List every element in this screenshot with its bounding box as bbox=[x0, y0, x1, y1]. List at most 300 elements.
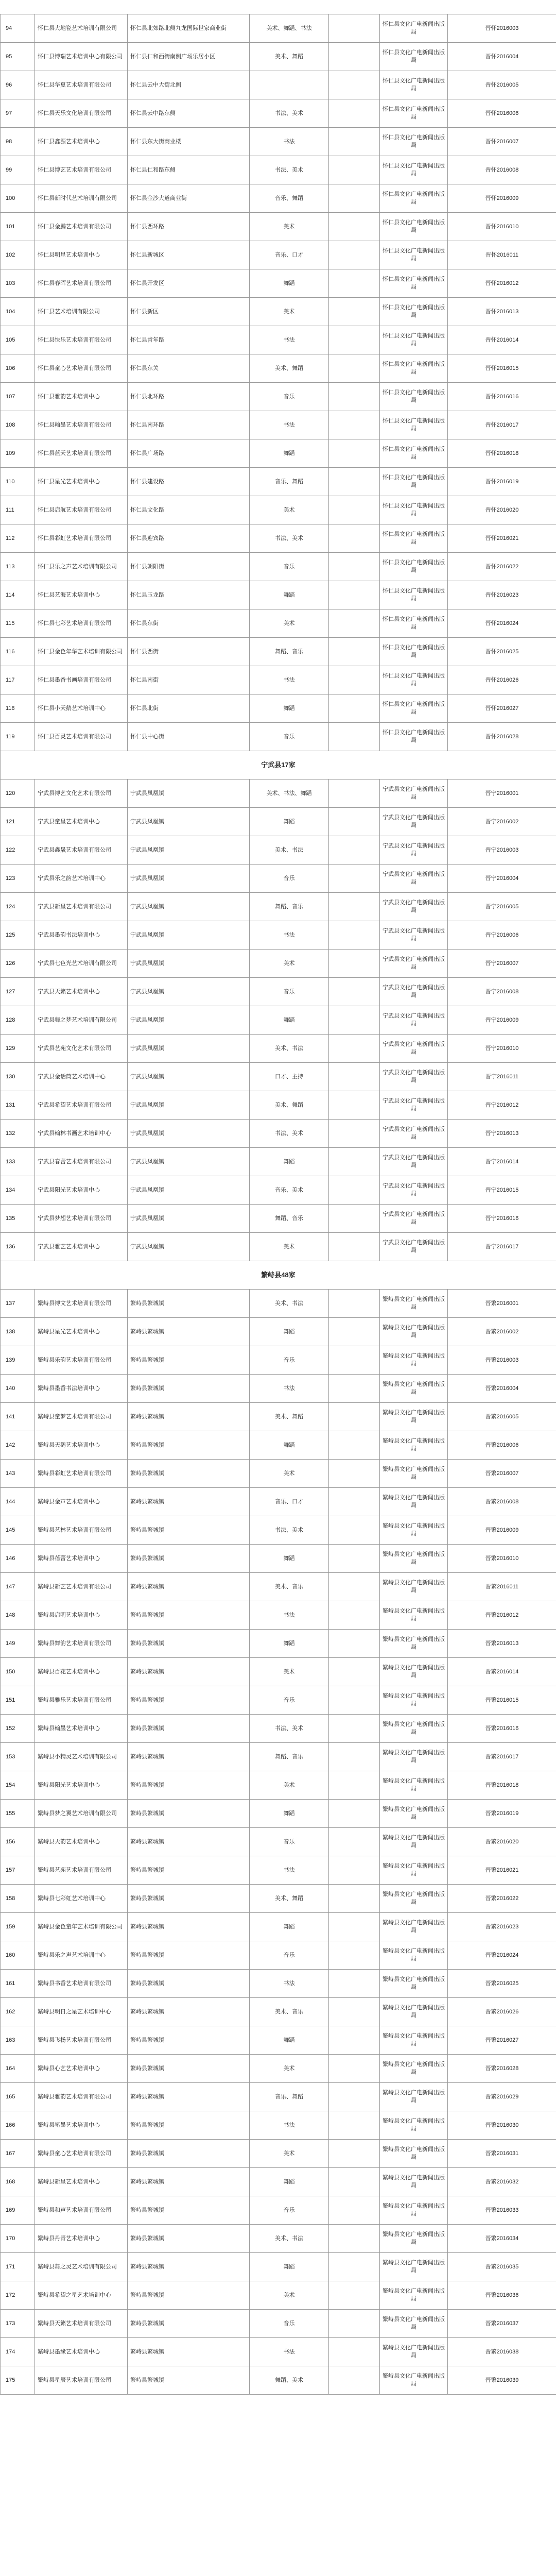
row-number-cell: 96 bbox=[1, 71, 35, 99]
issuing-dept-cell: 宁武县文化广电新闻出版局 bbox=[380, 1205, 448, 1233]
issuing-dept-cell: 宁武县文化广电新闻出版局 bbox=[380, 893, 448, 921]
row-number-cell: 109 bbox=[1, 439, 35, 468]
address-cell: 怀仁县朝阳街 bbox=[128, 553, 250, 581]
blank-cell bbox=[329, 184, 380, 213]
issuing-dept-cell: 繁峙县文化广电新闻出版局 bbox=[380, 2111, 448, 2140]
training-type-cell: 美术 bbox=[250, 950, 329, 978]
blank-cell bbox=[329, 1176, 380, 1205]
training-type-cell: 舞蹈 bbox=[250, 1006, 329, 1035]
row-number-cell: 100 bbox=[1, 184, 35, 213]
row-number-cell: 125 bbox=[1, 921, 35, 950]
issuing-dept-cell: 繁峙县文化广电新闻出版局 bbox=[380, 1885, 448, 1913]
address-cell: 怀仁县东大街商业楼 bbox=[128, 128, 250, 156]
blank-cell bbox=[329, 1545, 380, 1573]
table-row bbox=[1, 1205, 556, 1233]
row-number-cell: 110 bbox=[1, 468, 35, 496]
license-code-cell: 晋繁2016024 bbox=[448, 1941, 556, 1970]
row-number-cell: 157 bbox=[1, 1856, 35, 1885]
training-type-cell: 音乐、口才 bbox=[250, 241, 329, 269]
row-number-cell: 151 bbox=[1, 1686, 35, 1715]
blank-cell bbox=[329, 1970, 380, 1998]
org-name-cell: 繁峙县舞之灵艺术培训有限公司 bbox=[35, 2253, 128, 2281]
issuing-dept-cell: 繁峙县文化广电新闻出版局 bbox=[380, 1856, 448, 1885]
row-number-cell: 112 bbox=[1, 524, 35, 553]
row-number-cell: 123 bbox=[1, 865, 35, 893]
org-name-cell: 宁武县雅艺艺术培训中心 bbox=[35, 1233, 128, 1261]
address-cell: 繁峙县繁城镇 bbox=[128, 2140, 250, 2168]
table-row bbox=[1, 468, 556, 496]
row-number-cell: 129 bbox=[1, 1035, 35, 1063]
blank-cell bbox=[329, 2253, 380, 2281]
org-name-cell: 怀仁县翰墨艺术培训有限公司 bbox=[35, 411, 128, 439]
row-number-cell: 116 bbox=[1, 638, 35, 666]
org-name-cell: 繁峙县笔墨艺术培训中心 bbox=[35, 2111, 128, 2140]
issuing-dept-cell: 繁峙县文化广电新闻出版局 bbox=[380, 1743, 448, 1771]
blank-cell bbox=[329, 1686, 380, 1715]
table-row bbox=[1, 213, 556, 241]
table-row bbox=[1, 1120, 556, 1148]
address-cell: 繁峙县繁城镇 bbox=[128, 1573, 250, 1601]
issuing-dept-cell: 繁峙县文化广电新闻出版局 bbox=[380, 1375, 448, 1403]
org-name-cell: 宁武县鑫晟艺术培训有限公司 bbox=[35, 836, 128, 865]
blank-cell bbox=[329, 1516, 380, 1545]
blank-cell bbox=[329, 1771, 380, 1800]
blank-cell bbox=[329, 1998, 380, 2026]
row-number-cell: 111 bbox=[1, 496, 35, 524]
table-row bbox=[1, 1743, 556, 1771]
blank-cell bbox=[329, 1091, 380, 1120]
table-row bbox=[1, 1941, 556, 1970]
row-number-cell: 160 bbox=[1, 1941, 35, 1970]
issuing-dept-cell: 繁峙县文化广电新闻出版局 bbox=[380, 2196, 448, 2225]
address-cell: 怀仁县东关 bbox=[128, 354, 250, 383]
training-type-cell: 舞蹈 bbox=[250, 1800, 329, 1828]
license-code-cell: 晋怀2016007 bbox=[448, 128, 556, 156]
license-code-cell: 晋繁2016015 bbox=[448, 1686, 556, 1715]
address-cell: 宁武县凤凰镇 bbox=[128, 893, 250, 921]
org-name-cell: 繁峙县舞韵艺术培训有限公司 bbox=[35, 1630, 128, 1658]
license-code-cell: 晋繁2016004 bbox=[448, 1375, 556, 1403]
blank-cell bbox=[329, 978, 380, 1006]
blank-cell bbox=[329, 1148, 380, 1176]
address-cell: 怀仁县仁和西街南侧广场乐居小区 bbox=[128, 43, 250, 71]
training-type-cell: 音乐、舞蹈 bbox=[250, 2083, 329, 2111]
table-row bbox=[1, 14, 556, 43]
org-name-cell: 宁武县艺苑文化艺术有限公司 bbox=[35, 1035, 128, 1063]
issuing-dept-cell: 繁峙县文化广电新闻出版局 bbox=[380, 1431, 448, 1460]
table-row bbox=[1, 1913, 556, 1941]
issuing-dept-cell: 怀仁县文化广电新闻出版局 bbox=[380, 241, 448, 269]
license-code-cell: 晋怀2016019 bbox=[448, 468, 556, 496]
org-name-cell: 怀仁县百灵艺术培训有限公司 bbox=[35, 723, 128, 751]
blank-cell bbox=[329, 298, 380, 326]
row-number-cell: 172 bbox=[1, 2281, 35, 2310]
table-row bbox=[1, 326, 556, 354]
org-name-cell: 怀仁县七彩艺术培训有限公司 bbox=[35, 609, 128, 638]
table-row bbox=[1, 1573, 556, 1601]
address-cell: 怀仁县新城区 bbox=[128, 241, 250, 269]
org-name-cell: 繁峙县天鹅艺术培训中心 bbox=[35, 1431, 128, 1460]
row-number-cell: 127 bbox=[1, 978, 35, 1006]
training-type-cell: 美术、舞蹈 bbox=[250, 1403, 329, 1431]
issuing-dept-cell: 繁峙县文化广电新闻出版局 bbox=[380, 1545, 448, 1573]
license-code-cell: 晋宁2016004 bbox=[448, 865, 556, 893]
license-code-cell: 晋怀2016027 bbox=[448, 694, 556, 723]
blank-cell bbox=[329, 694, 380, 723]
table-row bbox=[1, 1885, 556, 1913]
blank-cell bbox=[329, 1601, 380, 1630]
training-type-cell: 舞蹈、音乐 bbox=[250, 638, 329, 666]
row-number-cell: 158 bbox=[1, 1885, 35, 1913]
training-type-cell: 书法 bbox=[250, 666, 329, 694]
org-name-cell: 繁峙县艺苑艺术培训有限公司 bbox=[35, 1856, 128, 1885]
org-name-cell: 繁峙县丹青艺术培训中心 bbox=[35, 2225, 128, 2253]
address-cell: 繁峙县繁城镇 bbox=[128, 1290, 250, 1318]
row-number-cell: 121 bbox=[1, 808, 35, 836]
training-type-cell: 美术 bbox=[250, 2140, 329, 2168]
org-name-cell: 繁峙县飞扬艺术培训有限公司 bbox=[35, 2026, 128, 2055]
org-name-cell: 繁峙县阳光艺术培训中心 bbox=[35, 1771, 128, 1800]
org-name-cell: 怀仁县星光艺术培训中心 bbox=[35, 468, 128, 496]
row-number-cell: 161 bbox=[1, 1970, 35, 1998]
table-row bbox=[1, 411, 556, 439]
org-name-cell: 宁武县舞之梦艺术培训有限公司 bbox=[35, 1006, 128, 1035]
address-cell: 繁峙县繁城镇 bbox=[128, 2196, 250, 2225]
training-type-cell: 舞蹈 bbox=[250, 1318, 329, 1346]
row-number-cell: 99 bbox=[1, 156, 35, 184]
issuing-dept-cell: 繁峙县文化广电新闻出版局 bbox=[380, 1573, 448, 1601]
training-type-cell: 美术、舞蹈 bbox=[250, 1885, 329, 1913]
address-cell: 繁峙县繁城镇 bbox=[128, 1630, 250, 1658]
blank-cell bbox=[329, 2168, 380, 2196]
issuing-dept-cell: 宁武县文化广电新闻出版局 bbox=[380, 1091, 448, 1120]
org-name-cell: 怀仁县博艺艺术培训有限公司 bbox=[35, 156, 128, 184]
training-type-cell: 书法 bbox=[250, 2338, 329, 2366]
issuing-dept-cell: 宁武县文化广电新闻出版局 bbox=[380, 1006, 448, 1035]
license-code-cell: 晋繁2016003 bbox=[448, 1346, 556, 1375]
training-type-cell: 美术、书法 bbox=[250, 1290, 329, 1318]
row-number-cell: 142 bbox=[1, 1431, 35, 1460]
table-row bbox=[1, 1290, 556, 1318]
address-cell: 怀仁县北街 bbox=[128, 694, 250, 723]
blank-cell bbox=[329, 2055, 380, 2083]
license-code-cell: 晋宁2016007 bbox=[448, 950, 556, 978]
address-cell: 繁峙县繁城镇 bbox=[128, 1516, 250, 1545]
training-type-cell: 音乐、舞蹈 bbox=[250, 184, 329, 213]
address-cell: 怀仁县开发区 bbox=[128, 269, 250, 298]
table-row bbox=[1, 43, 556, 71]
address-cell: 繁峙县繁城镇 bbox=[128, 1885, 250, 1913]
training-type-cell: 书法 bbox=[250, 1601, 329, 1630]
license-code-cell: 晋怀2016014 bbox=[448, 326, 556, 354]
org-name-cell: 怀仁县墨香书画培训有限公司 bbox=[35, 666, 128, 694]
issuing-dept-cell: 怀仁县文化广电新闻出版局 bbox=[380, 524, 448, 553]
address-cell: 宁武县凤凰镇 bbox=[128, 1063, 250, 1091]
license-code-cell: 晋宁2016013 bbox=[448, 1120, 556, 1148]
org-name-cell: 怀仁县天乐文化培训有限公司 bbox=[35, 99, 128, 128]
address-cell: 怀仁县建设路 bbox=[128, 468, 250, 496]
training-type-cell: 音乐 bbox=[250, 383, 329, 411]
training-type-cell: 书法、美术 bbox=[250, 1516, 329, 1545]
blank-cell bbox=[329, 1715, 380, 1743]
table-row bbox=[1, 581, 556, 609]
table-row bbox=[1, 1091, 556, 1120]
training-type-cell: 美术、舞蹈、书法 bbox=[250, 14, 329, 43]
license-code-cell: 晋繁2016002 bbox=[448, 1318, 556, 1346]
issuing-dept-cell: 繁峙县文化广电新闻出版局 bbox=[380, 2140, 448, 2168]
address-cell: 宁武县凤凰镇 bbox=[128, 1006, 250, 1035]
issuing-dept-cell: 宁武县文化广电新闻出版局 bbox=[380, 1063, 448, 1091]
license-code-cell: 晋怀2016023 bbox=[448, 581, 556, 609]
table-row bbox=[1, 1403, 556, 1431]
row-number-cell: 163 bbox=[1, 2026, 35, 2055]
org-name-cell: 怀仁县小天鹅艺术培训中心 bbox=[35, 694, 128, 723]
issuing-dept-cell: 怀仁县文化广电新闻出版局 bbox=[380, 354, 448, 383]
license-code-cell: 晋怀2016026 bbox=[448, 666, 556, 694]
blank-cell bbox=[329, 71, 380, 99]
training-type-cell: 书法 bbox=[250, 1856, 329, 1885]
training-type-cell: 美术、舞蹈 bbox=[250, 43, 329, 71]
license-code-cell: 晋繁2016028 bbox=[448, 2055, 556, 2083]
table-row bbox=[1, 921, 556, 950]
issuing-dept-cell: 怀仁县文化广电新闻出版局 bbox=[380, 14, 448, 43]
row-number-cell: 165 bbox=[1, 2083, 35, 2111]
training-type-cell: 书法、美术 bbox=[250, 524, 329, 553]
training-type-cell: 美术 bbox=[250, 1771, 329, 1800]
training-type-cell: 舞蹈 bbox=[250, 439, 329, 468]
org-name-cell: 繁峙县星辰艺术培训有限公司 bbox=[35, 2366, 128, 2395]
org-name-cell: 怀仁县雅韵艺术培训中心 bbox=[35, 383, 128, 411]
row-number-cell: 137 bbox=[1, 1290, 35, 1318]
table-row bbox=[1, 1233, 556, 1261]
table-row bbox=[1, 2310, 556, 2338]
blank-cell bbox=[329, 609, 380, 638]
org-name-cell: 繁峙县翰墨艺术培训中心 bbox=[35, 1715, 128, 1743]
table-row bbox=[1, 383, 556, 411]
org-name-cell: 宁武县春蕾艺术培训有限公司 bbox=[35, 1148, 128, 1176]
org-name-cell: 繁峙县启明艺术培训中心 bbox=[35, 1601, 128, 1630]
org-name-cell: 繁峙县心艺艺术培训中心 bbox=[35, 2055, 128, 2083]
blank-cell bbox=[329, 14, 380, 43]
table-row bbox=[1, 2338, 556, 2366]
row-number-cell: 148 bbox=[1, 1601, 35, 1630]
blank-cell bbox=[329, 411, 380, 439]
address-cell: 繁峙县繁城镇 bbox=[128, 2225, 250, 2253]
address-cell: 宁武县凤凰镇 bbox=[128, 1148, 250, 1176]
blank-cell bbox=[329, 553, 380, 581]
row-number-cell: 120 bbox=[1, 779, 35, 808]
training-type-cell: 舞蹈 bbox=[250, 1545, 329, 1573]
table-row bbox=[1, 723, 556, 751]
table-row bbox=[1, 2140, 556, 2168]
row-number-cell: 169 bbox=[1, 2196, 35, 2225]
address-cell: 宁武县凤凰镇 bbox=[128, 1035, 250, 1063]
blank-cell bbox=[329, 836, 380, 865]
row-number-cell: 107 bbox=[1, 383, 35, 411]
issuing-dept-cell: 繁峙县文化广电新闻出版局 bbox=[380, 2253, 448, 2281]
org-name-cell: 宁武县新星艺术培训有限公司 bbox=[35, 893, 128, 921]
table-row bbox=[1, 694, 556, 723]
license-code-cell: 晋繁2016025 bbox=[448, 1970, 556, 1998]
address-cell: 繁峙县繁城镇 bbox=[128, 1743, 250, 1771]
issuing-dept-cell: 繁峙县文化广电新闻出版局 bbox=[380, 2338, 448, 2366]
license-code-cell: 晋怀2016028 bbox=[448, 723, 556, 751]
table-row bbox=[1, 1176, 556, 1205]
row-number-cell: 173 bbox=[1, 2310, 35, 2338]
table-row bbox=[1, 638, 556, 666]
issuing-dept-cell: 怀仁县文化广电新闻出版局 bbox=[380, 723, 448, 751]
training-type-cell: 舞蹈、音乐 bbox=[250, 1743, 329, 1771]
training-type-cell: 音乐 bbox=[250, 2310, 329, 2338]
org-name-cell: 繁峙县雅乐艺术培训有限公司 bbox=[35, 1686, 128, 1715]
address-cell: 繁峙县繁城镇 bbox=[128, 1771, 250, 1800]
row-number-cell: 168 bbox=[1, 2168, 35, 2196]
address-cell: 怀仁县中心街 bbox=[128, 723, 250, 751]
address-cell: 宁武县凤凰镇 bbox=[128, 978, 250, 1006]
license-code-cell: 晋繁2016005 bbox=[448, 1403, 556, 1431]
address-cell: 宁武县凤凰镇 bbox=[128, 865, 250, 893]
license-code-cell: 晋宁2016012 bbox=[448, 1091, 556, 1120]
issuing-dept-cell: 怀仁县文化广电新闻出版局 bbox=[380, 71, 448, 99]
blank-cell bbox=[329, 1828, 380, 1856]
license-code-cell: 晋繁2016037 bbox=[448, 2310, 556, 2338]
address-cell: 宁武县凤凰镇 bbox=[128, 1205, 250, 1233]
issuing-dept-cell: 宁武县文化广电新闻出版局 bbox=[380, 1148, 448, 1176]
license-code-cell: 晋宁2016017 bbox=[448, 1233, 556, 1261]
issuing-dept-cell: 繁峙县文化广电新闻出版局 bbox=[380, 1318, 448, 1346]
table-row bbox=[1, 354, 556, 383]
row-number-cell: 167 bbox=[1, 2140, 35, 2168]
training-type-cell: 美术、舞蹈 bbox=[250, 354, 329, 383]
org-name-cell: 繁峙县七彩虹艺术培训中心 bbox=[35, 1885, 128, 1913]
address-cell: 怀仁县北郊路北侧九龙国际世家商业街 bbox=[128, 14, 250, 43]
address-cell: 繁峙县繁城镇 bbox=[128, 1970, 250, 1998]
issuing-dept-cell: 怀仁县文化广电新闻出版局 bbox=[380, 411, 448, 439]
row-number-cell: 101 bbox=[1, 213, 35, 241]
row-number-cell: 170 bbox=[1, 2225, 35, 2253]
address-cell: 繁峙县繁城镇 bbox=[128, 2111, 250, 2140]
address-cell: 怀仁县金沙大道商业街 bbox=[128, 184, 250, 213]
table-row bbox=[1, 269, 556, 298]
license-code-cell: 晋怀2016015 bbox=[448, 354, 556, 383]
blank-cell bbox=[329, 383, 380, 411]
section-header-row bbox=[1, 1261, 556, 1290]
row-number-cell: 95 bbox=[1, 43, 35, 71]
address-cell: 繁峙县繁城镇 bbox=[128, 1375, 250, 1403]
issuing-dept-cell: 繁峙县文化广电新闻出版局 bbox=[380, 1941, 448, 1970]
table-row bbox=[1, 2366, 556, 2395]
blank-cell bbox=[329, 1318, 380, 1346]
org-name-cell: 繁峙县百花艺术培训中心 bbox=[35, 1658, 128, 1686]
training-type-cell: 书法 bbox=[250, 921, 329, 950]
license-code-cell: 晋怀2016004 bbox=[448, 43, 556, 71]
license-code-cell: 晋繁2016022 bbox=[448, 1885, 556, 1913]
issuing-dept-cell: 宁武县文化广电新闻出版局 bbox=[380, 808, 448, 836]
blank-cell bbox=[329, 524, 380, 553]
table-row bbox=[1, 1035, 556, 1063]
address-cell: 繁峙县繁城镇 bbox=[128, 1403, 250, 1431]
org-name-cell: 宁武县七色光艺术培训有限公司 bbox=[35, 950, 128, 978]
issuing-dept-cell: 怀仁县文化广电新闻出版局 bbox=[380, 184, 448, 213]
blank-cell bbox=[329, 2026, 380, 2055]
issuing-dept-cell: 繁峙县文化广电新闻出版局 bbox=[380, 2366, 448, 2395]
row-number-cell: 124 bbox=[1, 893, 35, 921]
license-code-cell: 晋繁2016007 bbox=[448, 1460, 556, 1488]
blank-cell bbox=[329, 1431, 380, 1460]
org-name-cell: 宁武县梦想艺术培训有限公司 bbox=[35, 1205, 128, 1233]
blank-cell bbox=[329, 2196, 380, 2225]
row-number-cell: 131 bbox=[1, 1091, 35, 1120]
license-code-cell: 晋繁2016011 bbox=[448, 1573, 556, 1601]
row-number-cell: 97 bbox=[1, 99, 35, 128]
table-row bbox=[1, 1686, 556, 1715]
license-code-cell: 晋宁2016006 bbox=[448, 921, 556, 950]
license-code-cell: 晋怀2016017 bbox=[448, 411, 556, 439]
table-row bbox=[1, 241, 556, 269]
issuing-dept-cell: 繁峙县文化广电新闻出版局 bbox=[380, 1828, 448, 1856]
address-cell: 宁武县凤凰镇 bbox=[128, 950, 250, 978]
blank-cell bbox=[329, 1233, 380, 1261]
issuing-dept-cell: 宁武县文化广电新闻出版局 bbox=[380, 978, 448, 1006]
issuing-dept-cell: 宁武县文化广电新闻出版局 bbox=[380, 836, 448, 865]
blank-cell bbox=[329, 1885, 380, 1913]
address-cell: 宁武县凤凰镇 bbox=[128, 1091, 250, 1120]
blank-cell bbox=[329, 2140, 380, 2168]
training-type-cell: 舞蹈 bbox=[250, 1431, 329, 1460]
org-name-cell: 宁武县墨韵书法培训中心 bbox=[35, 921, 128, 950]
org-name-cell: 宁武县童星艺术培训中心 bbox=[35, 808, 128, 836]
address-cell: 宁武县凤凰镇 bbox=[128, 1120, 250, 1148]
training-type-cell: 舞蹈 bbox=[250, 808, 329, 836]
row-number-cell: 115 bbox=[1, 609, 35, 638]
row-number-cell: 105 bbox=[1, 326, 35, 354]
table-row bbox=[1, 2253, 556, 2281]
org-name-cell: 繁峙县新星艺术培训中心 bbox=[35, 2168, 128, 2196]
org-name-cell: 繁峙县蓓蕾艺术培训中心 bbox=[35, 1545, 128, 1573]
table-row bbox=[1, 1431, 556, 1460]
issuing-dept-cell: 繁峙县文化广电新闻出版局 bbox=[380, 1346, 448, 1375]
license-code-cell: 晋繁2016039 bbox=[448, 2366, 556, 2395]
org-name-cell: 繁峙县小精灵艺术培训有限公司 bbox=[35, 1743, 128, 1771]
issuing-dept-cell: 宁武县文化广电新闻出版局 bbox=[380, 779, 448, 808]
row-number-cell: 103 bbox=[1, 269, 35, 298]
address-cell: 繁峙县繁城镇 bbox=[128, 2366, 250, 2395]
table-row bbox=[1, 184, 556, 213]
license-code-cell: 晋繁2016036 bbox=[448, 2281, 556, 2310]
address-cell: 繁峙县繁城镇 bbox=[128, 2253, 250, 2281]
table-row bbox=[1, 1516, 556, 1545]
blank-cell bbox=[329, 1205, 380, 1233]
row-number-cell: 171 bbox=[1, 2253, 35, 2281]
org-name-cell: 繁峙县明日之星艺术培训中心 bbox=[35, 1998, 128, 2026]
address-cell: 繁峙县繁城镇 bbox=[128, 2338, 250, 2366]
issuing-dept-cell: 怀仁县文化广电新闻出版局 bbox=[380, 638, 448, 666]
issuing-dept-cell: 怀仁县文化广电新闻出版局 bbox=[380, 99, 448, 128]
row-number-cell: 134 bbox=[1, 1176, 35, 1205]
org-name-cell: 怀仁县新时代艺术培训有限公司 bbox=[35, 184, 128, 213]
address-cell: 怀仁县云中路东侧 bbox=[128, 99, 250, 128]
issuing-dept-cell: 怀仁县文化广电新闻出版局 bbox=[380, 269, 448, 298]
blank-cell bbox=[329, 1403, 380, 1431]
row-number-cell: 94 bbox=[1, 14, 35, 43]
training-type-cell: 书法 bbox=[250, 1970, 329, 1998]
training-type-cell: 舞蹈 bbox=[250, 1148, 329, 1176]
issuing-dept-cell: 繁峙县文化广电新闻出版局 bbox=[380, 1658, 448, 1686]
license-code-cell: 晋怀2016021 bbox=[448, 524, 556, 553]
training-type-cell: 美术、书法 bbox=[250, 836, 329, 865]
row-number-cell: 146 bbox=[1, 1545, 35, 1573]
issuing-dept-cell: 宁武县文化广电新闻出版局 bbox=[380, 950, 448, 978]
